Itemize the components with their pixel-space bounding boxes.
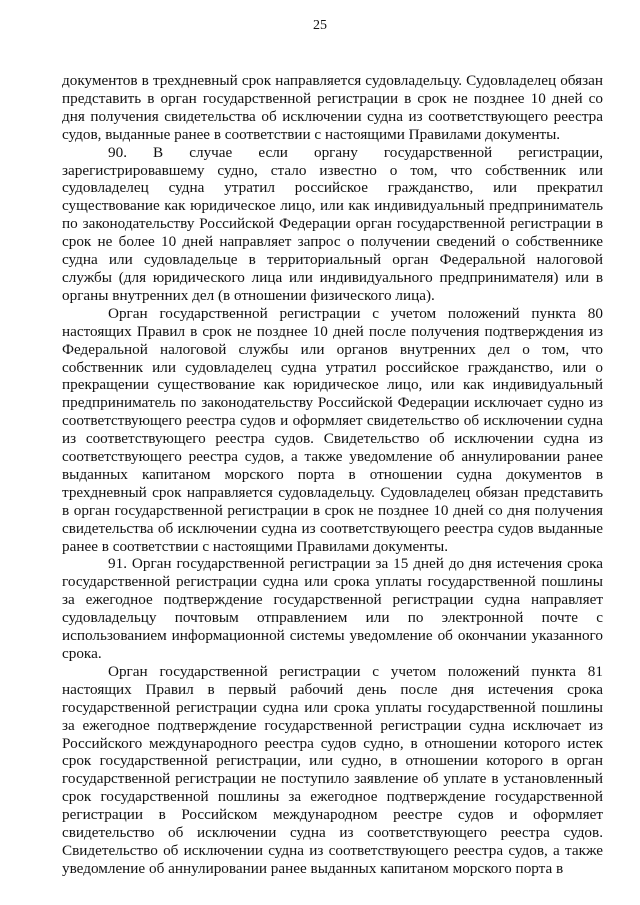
page-number: 25 [313, 18, 327, 33]
paragraph-item-91-part-2: Орган государственной регистрации с учетом положений пункта 81 настоящих Правил в первый рабочий день после дня истечения срока государственной регистрации судна или срока уплаты государственной пошлины за ежегодное подтверждение государственной регистрации судна исключает из Российского международного реестра судов судно, в отношении которого истек срок государственной регистрации, или судно, в отношении которого в орган государственной регистрации не поступило заявление об уплате в установленный срок государственной пошлины за ежегодное подтверждение государственной регистрации в Российском международном реестре судов и оформляет свидетельство об исключении судна из соответствующего реестра судов. Свидетельство об исключении судна из соответствующего реестра судов, а также уведомление об аннулировании ранее выданных капитаном морского порта в [62, 662, 603, 877]
paragraph-continuation: документов в трехдневный срок направляется судовладельцу. Судовладелец обязан представить в орган государственной регистрации в срок не позднее 10 дней со дня получения свидетельства об исключении судна из соответствующего реестра судов, выданные ранее в соответствии с настоящими Правилами документы. [62, 72, 603, 143]
paragraph-item-90: 90. В случае если органу государственной регистрации, зарегистрировавшему судно, стало известно о том, что собственник или судовладелец судна утратил российское гражданство, или прекратил существование как юридическое лицо, или как индивидуальный предприниматель по законодательству Российской Федерации орган государственной регистрации в срок не более 10 дней направляет запрос о получении сведений о собственнике судна или судовладельце в территориальный орган Федеральной налоговой службы (для юридического лица или индивидуального предпринимателя) или в органы внутренних дел (в отношении физического лица). [62, 143, 603, 304]
paragraph-item-91: 91. Орган государственной регистрации за 15 дней до дня истечения срока государственной регистрации судна или срока уплаты государственной пошлины за ежегодное подтверждение государственной регистрации судна направляет судовладельцу почтовым отправлением или по электронной почте с использованием информационной системы уведомление об окончании указанного срока. [62, 555, 603, 662]
paragraph-item-90-part-2: Орган государственной регистрации с учетом положений пункта 80 настоящих Правил в срок не позднее 10 дней после получения подтверждения из Федеральной налоговой службы или органов внутренних дел о том, что собственник или судовладелец судна утратил российское гражданство, или о прекращении существование как юридическое лицо, или как индивидуальный предприниматель по законодательству Российской Федерации исключает судно из соответствующего реестра судов и оформляет свидетельство об исключении судна из соответствующего реестра судов. Свидетельство об исключении судна из соответствующего реестра судов, а также уведомление об аннулировании ранее выданных капитаном морского порта в отношении судна документов в трехдневный срок направляется судовладельцу. Судовладелец обязан представить в орган государственной регистрации в срок не позднее 10 дней со дня получения свидетельства об исключении судна из соответствующего реестра судов выданные ранее в соответствии с настоящими Правилами документы. [62, 304, 603, 555]
document-body [62, 72, 603, 878]
